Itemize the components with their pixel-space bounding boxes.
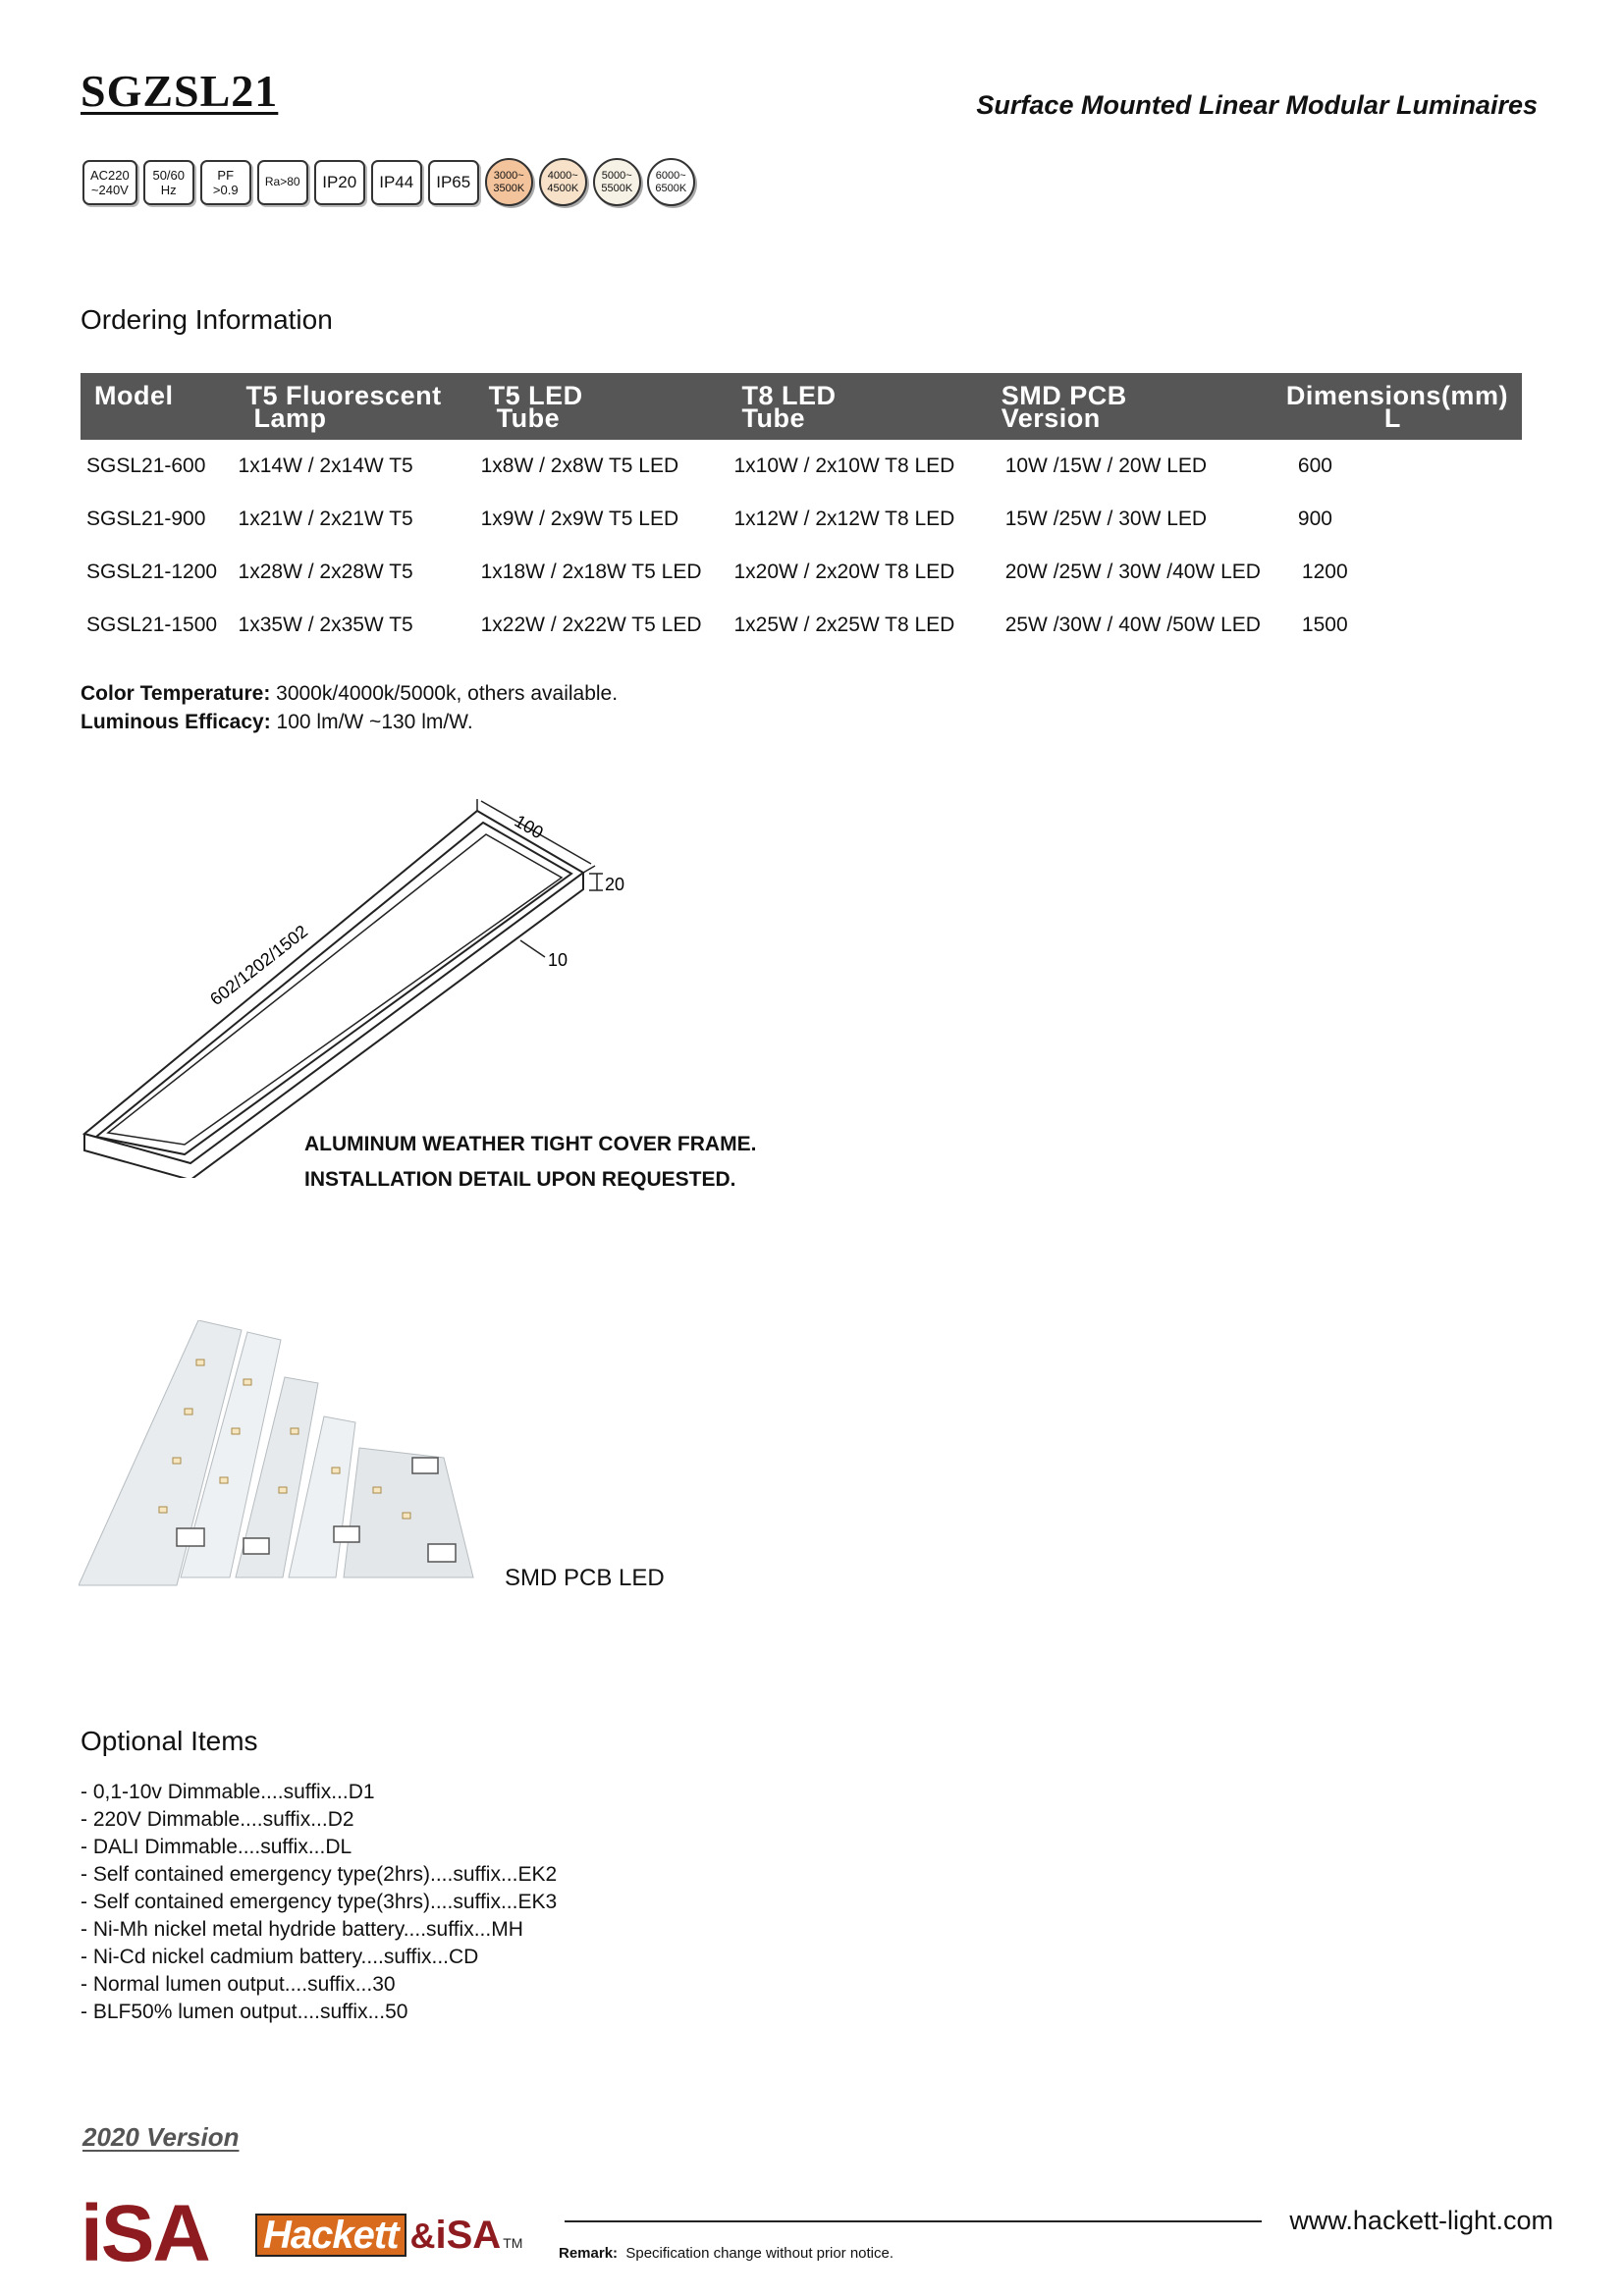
product-subtitle: Surface Mounted Linear Modular Luminaires [976,90,1538,120]
smd-pcb-image [79,1320,481,1590]
table-cell: 20W /25W / 30W /40W LED [1004,561,1261,583]
voltage-badge [82,160,137,205]
connector [428,1544,456,1562]
col-header-model [81,373,233,440]
remark-text: Specification change without prior notice. [618,2245,894,2262]
badge-line: 50/60 [152,167,186,183]
trademark-mark: TM [503,2235,523,2251]
table-cell: 1x21W / 2x21W T5 [238,507,413,530]
led-chip [173,1458,181,1464]
table-cell: 10W /15W / 20W LED [1004,454,1208,477]
ip20-badge [314,160,365,205]
frame-dim-label: 10 [548,950,568,970]
note-value: 100 lm/W ~130 lm/W. [270,711,473,733]
website-link[interactable]: www.hackett-light.com [1289,2206,1553,2235]
col-header-t5-lamp [233,373,475,440]
ordering-title: Ordering Information [81,304,333,335]
table-cell: SGSL21-1200 [86,561,218,583]
header-line: SMD PCB [1001,381,1127,410]
table-cell: 1x8W / 2x8W T5 LED [480,454,679,477]
frame-outer-outline [84,811,583,1163]
cct-4000-badge [539,158,587,206]
table-cell: SGSL21-900 [86,507,206,530]
height-dim-label: 20 [605,875,625,894]
cri-badge [257,160,308,205]
frame-side-edge [84,1134,190,1178]
isa-wordmark: iSA [435,2214,502,2257]
badge-line: PF [217,167,235,183]
connector [334,1526,359,1542]
spec-notes [81,679,618,736]
list-item: - Self contained emergency type(3hrs)....suffix...EK3 [81,1891,558,1913]
table-cell: 1x22W / 2x22W T5 LED [480,614,702,636]
badge-line: IP20 [322,173,357,191]
led-chip [185,1409,192,1415]
header-line: Lamp [245,403,327,433]
badge-line: ~240V [90,182,129,197]
table-cell: SGSL21-600 [86,454,206,477]
badge-line: >0.9 [212,182,239,197]
badge-line: AC220 [90,167,130,183]
led-chip [373,1487,381,1493]
table-cell: 1x35W / 2x35W T5 [238,614,413,636]
badge-line: 3500K [493,182,525,194]
col-header-t8-led [728,373,987,440]
width-dim-label: 100 [511,811,547,843]
badge-line: IP65 [436,173,471,191]
version-label: 2020 Version [82,2122,240,2152]
badge-line: 5000~ [601,169,632,182]
table-header-row [81,373,1522,440]
optional-list [81,1779,557,2026]
led-chip [291,1428,298,1434]
header-line: T8 LED [741,381,837,410]
list-item: - Ni-Cd nickel cadmium battery....suffix...CD [81,1946,479,1968]
note-label: Luminous Efficacy: [81,711,271,733]
table-row [81,493,1522,546]
hackett-isa-logo [255,2214,522,2258]
table-cell: 15W /25W / 30W LED [1004,507,1208,530]
frame-inner-outline [96,823,571,1154]
frame-inner-lip [108,834,562,1145]
note-label: Color Temperature: [81,682,271,705]
table-cell: 1x9W / 2x9W T5 LED [480,507,679,530]
color-temp-note [81,679,618,708]
logo-ampersand: & [409,2216,436,2256]
optional-title: Optional Items [81,1726,258,1756]
table-row [81,599,1522,652]
badge-line: 4500K [547,182,579,194]
connector [412,1458,438,1473]
dimension-drawing [79,795,668,1178]
table-cell: 1500 [1301,614,1348,636]
drawing-caption [304,1127,756,1198]
width-ext-line [583,866,595,873]
ip65-badge [428,160,479,205]
header-line: Tube [488,403,561,433]
connector [244,1538,269,1554]
remark-note [559,2245,893,2262]
table-cell: 900 [1297,507,1332,530]
header-line: T5 LED [488,381,583,410]
cct-6000-badge [647,158,695,206]
table-row [81,546,1522,599]
led-chip [196,1360,204,1365]
header-line: Tube [741,403,805,433]
caption-line: ALUMINUM WEATHER TIGHT COVER FRAME. [304,1133,757,1155]
badge-line: 3000~ [493,169,524,182]
list-item: - Normal lumen output....suffix...30 [81,1973,396,1996]
table-cell: 1200 [1301,561,1348,583]
efficacy-note [81,708,618,736]
header-line: L [1383,403,1401,433]
badge-line: 6500K [655,182,687,194]
table-cell: 1x25W / 2x25W T8 LED [733,614,955,636]
spec-badges [82,158,695,206]
col-header-dimensions [1276,373,1522,440]
table-cell: 1x20W / 2x20W T8 LED [733,561,955,583]
header-line: T5 Fluorescent [245,381,442,410]
badge-line: 6000~ [655,169,686,182]
col-header-smd-pcb [988,373,1276,440]
caption-line: INSTALLATION DETAIL UPON REQUESTED. [304,1168,736,1191]
hackett-wordmark: Hackett [255,2214,406,2257]
list-item: - BLF50% lumen output....suffix...50 [81,2001,408,2023]
ip44-badge [371,160,422,205]
badge-line: 5500K [601,182,633,194]
isa-logo: iSA [81,2189,209,2278]
cct-3000-badge [485,158,533,206]
list-item: - Ni-Mh nickel metal hydride battery....suffix...MH [81,1918,523,1941]
led-chip [244,1379,251,1385]
led-chip [159,1507,167,1513]
pcb-label: SMD PCB LED [505,1565,665,1591]
table-cell: 1x18W / 2x18W T5 LED [480,561,702,583]
led-chip [279,1487,287,1493]
cct-5000-badge [593,158,641,206]
pcb-boards [79,1320,473,1585]
led-chip [232,1428,240,1434]
table-cell: 600 [1297,454,1332,477]
header-line: Version [1001,403,1101,433]
col-header-t5-led [475,373,729,440]
table-cell: 25W /30W / 40W /50W LED [1004,614,1261,636]
header-line: Dimensions(mm) [1285,381,1508,410]
table-row [81,440,1522,493]
led-chip [220,1477,228,1483]
header-line: Model [94,381,174,410]
list-item: - 0,1-10v Dimmable....suffix...D1 [81,1781,375,1803]
list-item: - DALI Dimmable....suffix...DL [81,1836,352,1858]
list-item: - 220V Dimmable....suffix...D2 [81,1808,354,1831]
remark-label: Remark: [559,2245,619,2262]
led-chip [332,1468,340,1473]
table-cell: 1x14W / 2x14W T5 [238,454,413,477]
badge-line: 4000~ [547,169,578,182]
connector [177,1528,204,1546]
note-value: 3000k/4000k/5000k, others available. [270,682,619,705]
badge-line: Ra>80 [264,175,300,188]
frame-leader-line [520,940,545,957]
length-dim-label: 602/1202/1502 [206,921,312,1010]
led-chip [403,1513,410,1519]
list-item: - Self contained emergency type(2hrs)....suffix...EK2 [81,1863,558,1886]
ordering-table [81,373,1522,652]
table-cell: SGSL21-1500 [86,614,218,636]
footer-divider [565,2220,1262,2222]
table-cell: 1x28W / 2x28W T5 [238,561,413,583]
badge-line: IP44 [379,173,414,191]
model-title: SGZSL21 [81,66,279,116]
table-cell: 1x12W / 2x12W T8 LED [733,507,955,530]
frequency-badge [143,160,194,205]
badge-line: Hz [160,182,177,197]
table-cell: 1x10W / 2x10W T8 LED [733,454,955,477]
power-factor-badge [200,160,251,205]
